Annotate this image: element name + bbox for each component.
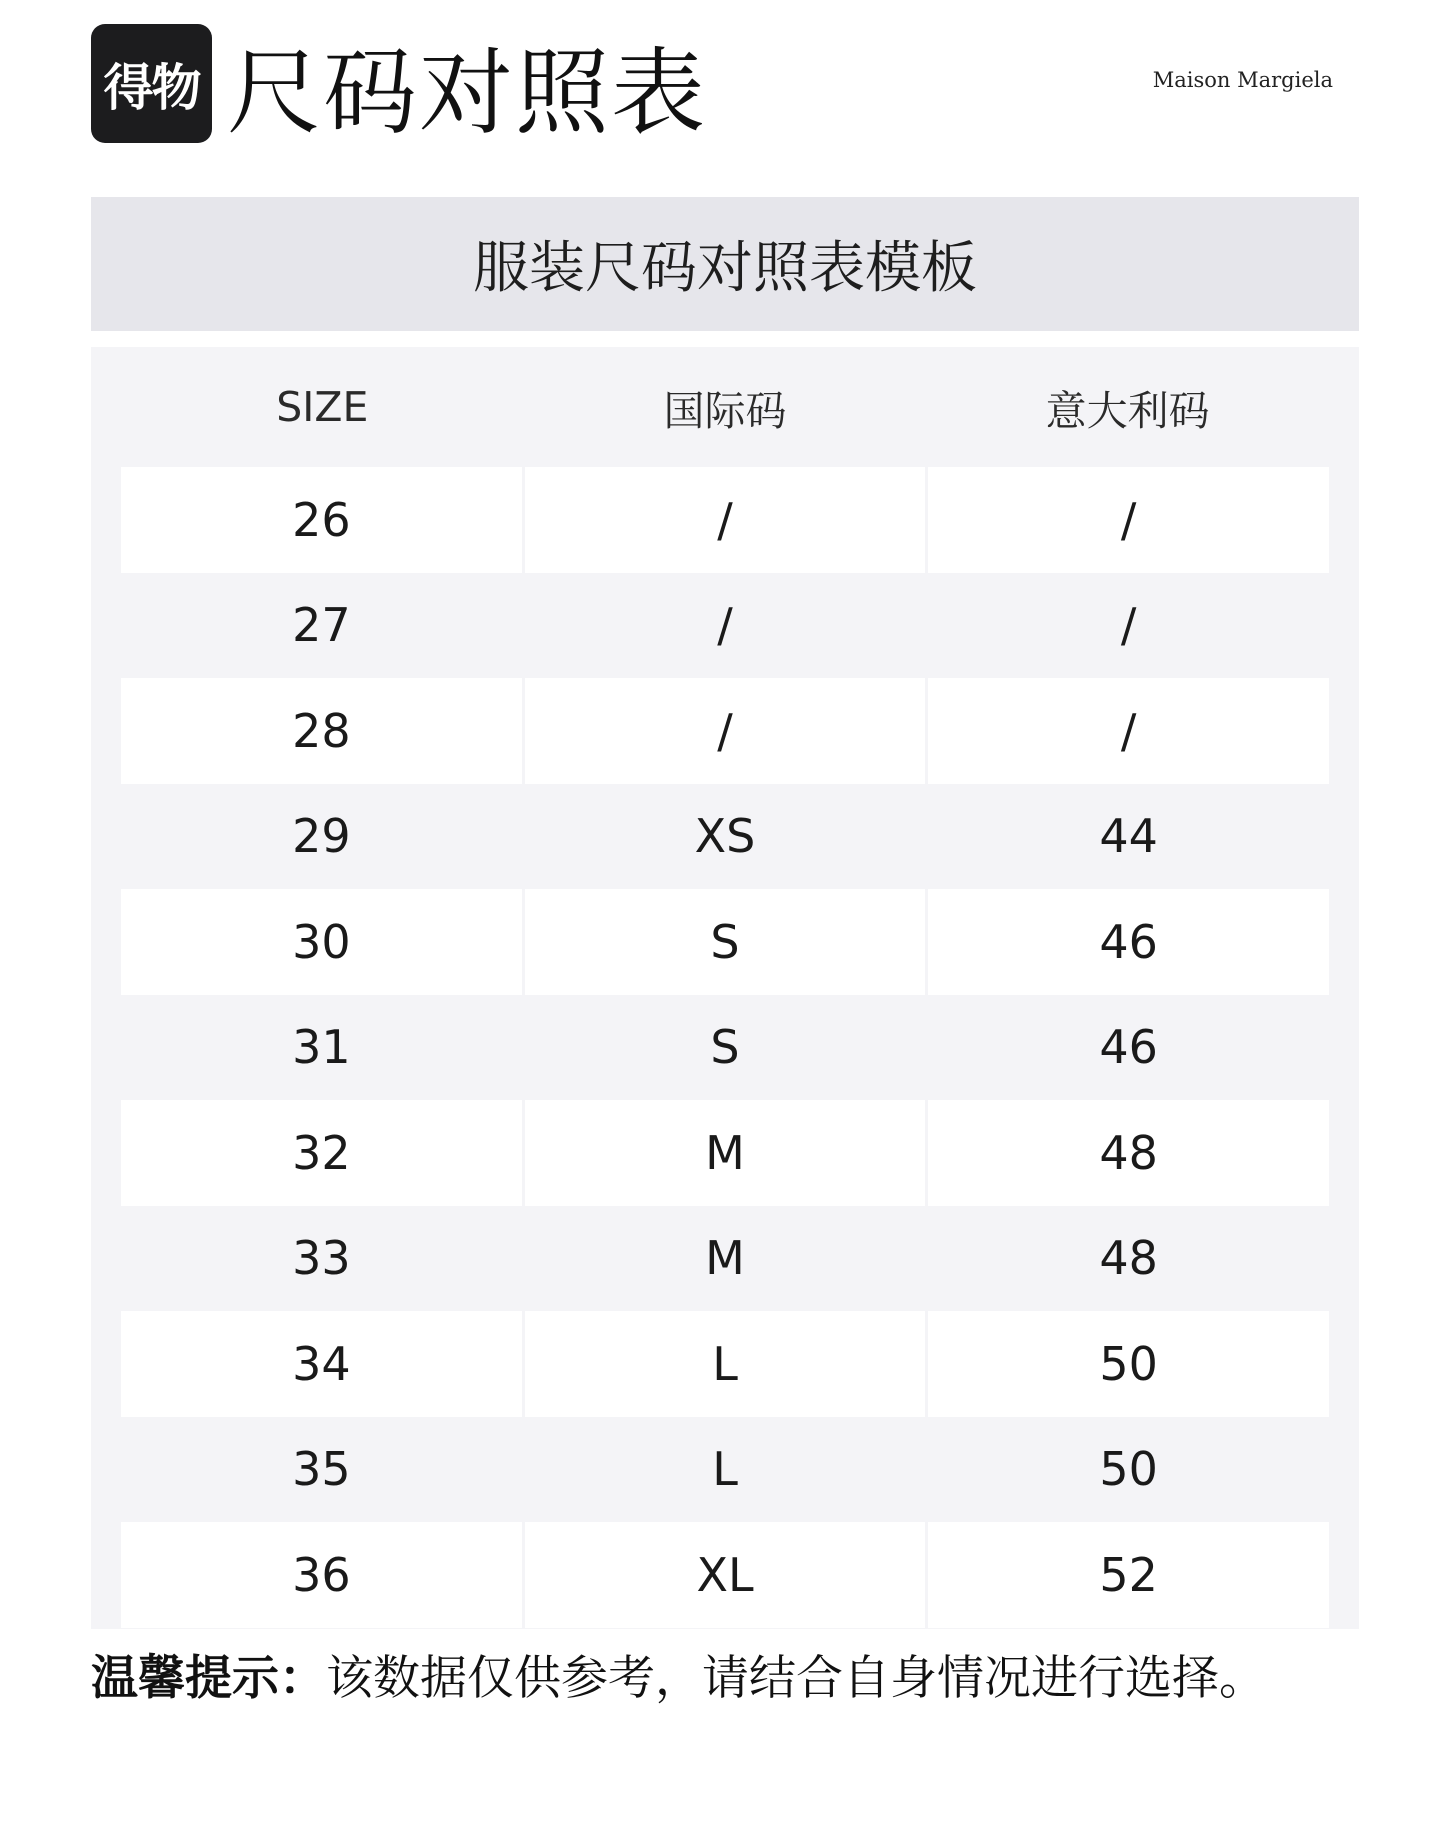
- cell-international: XS: [522, 784, 926, 890]
- cell-italian: 44: [925, 784, 1329, 890]
- table-row: [121, 1522, 1329, 1628]
- cell-size: 35: [121, 1417, 522, 1523]
- table-row: [121, 573, 1329, 679]
- cell-international: /: [522, 678, 926, 784]
- subtitle-bar: [91, 197, 1359, 331]
- cell-size: 36: [121, 1522, 522, 1628]
- brand-name: Maison Margiela: [1152, 68, 1333, 92]
- column-header-italian: 意大利码: [1045, 386, 1210, 435]
- cell-international: L: [522, 1311, 926, 1417]
- table-row: [121, 784, 1329, 890]
- cell-size: 34: [121, 1311, 522, 1417]
- cell-international: XL: [522, 1522, 926, 1628]
- cell-italian: 50: [925, 1311, 1329, 1417]
- cell-italian: 46: [925, 889, 1329, 995]
- cell-international: S: [522, 889, 926, 995]
- column-header-size: SIZE: [276, 383, 369, 431]
- tip-text: 该数据仅供参考，请结合自身情况进行选择。: [326, 1651, 1266, 1706]
- table-row: [121, 1206, 1329, 1312]
- page-title: 尺码对照表: [227, 39, 708, 148]
- cell-international: L: [522, 1417, 926, 1523]
- cell-international: M: [522, 1206, 926, 1312]
- table-body: [121, 467, 1329, 1628]
- cell-size: 33: [121, 1206, 522, 1312]
- size-table: [91, 347, 1359, 1629]
- cell-size: 26: [121, 467, 522, 573]
- cell-international: /: [522, 573, 926, 679]
- cell-international: M: [522, 1100, 926, 1206]
- table-row: [121, 1417, 1329, 1523]
- cell-italian: 50: [925, 1417, 1329, 1523]
- table-row: [121, 995, 1329, 1101]
- cell-international: S: [522, 995, 926, 1101]
- table-row: [121, 1311, 1329, 1417]
- cell-size: 31: [121, 995, 522, 1101]
- table-header: [121, 347, 1329, 467]
- cell-italian: /: [925, 573, 1329, 679]
- dewu-logo: [91, 24, 212, 143]
- cell-size: 30: [121, 889, 522, 995]
- column-header-international: 国际码: [663, 386, 787, 435]
- cell-size: 27: [121, 573, 522, 679]
- table-row: [121, 1100, 1329, 1206]
- tip-note: [91, 1648, 1266, 1710]
- cell-italian: 46: [925, 995, 1329, 1101]
- cell-italian: 48: [925, 1100, 1329, 1206]
- tip-label: 温馨提示：: [91, 1651, 326, 1706]
- cell-italian: /: [925, 678, 1329, 784]
- cell-italian: 48: [925, 1206, 1329, 1312]
- table-row: [121, 889, 1329, 995]
- logo-text: 得物: [103, 58, 200, 117]
- cell-size: 29: [121, 784, 522, 890]
- cell-italian: /: [925, 467, 1329, 573]
- table-row: [121, 678, 1329, 784]
- cell-size: 28: [121, 678, 522, 784]
- cell-italian: 52: [925, 1522, 1329, 1628]
- cell-size: 32: [121, 1100, 522, 1206]
- subtitle: 服装尺码对照表模板: [473, 236, 977, 301]
- cell-international: /: [522, 467, 926, 573]
- table-row: [121, 467, 1329, 573]
